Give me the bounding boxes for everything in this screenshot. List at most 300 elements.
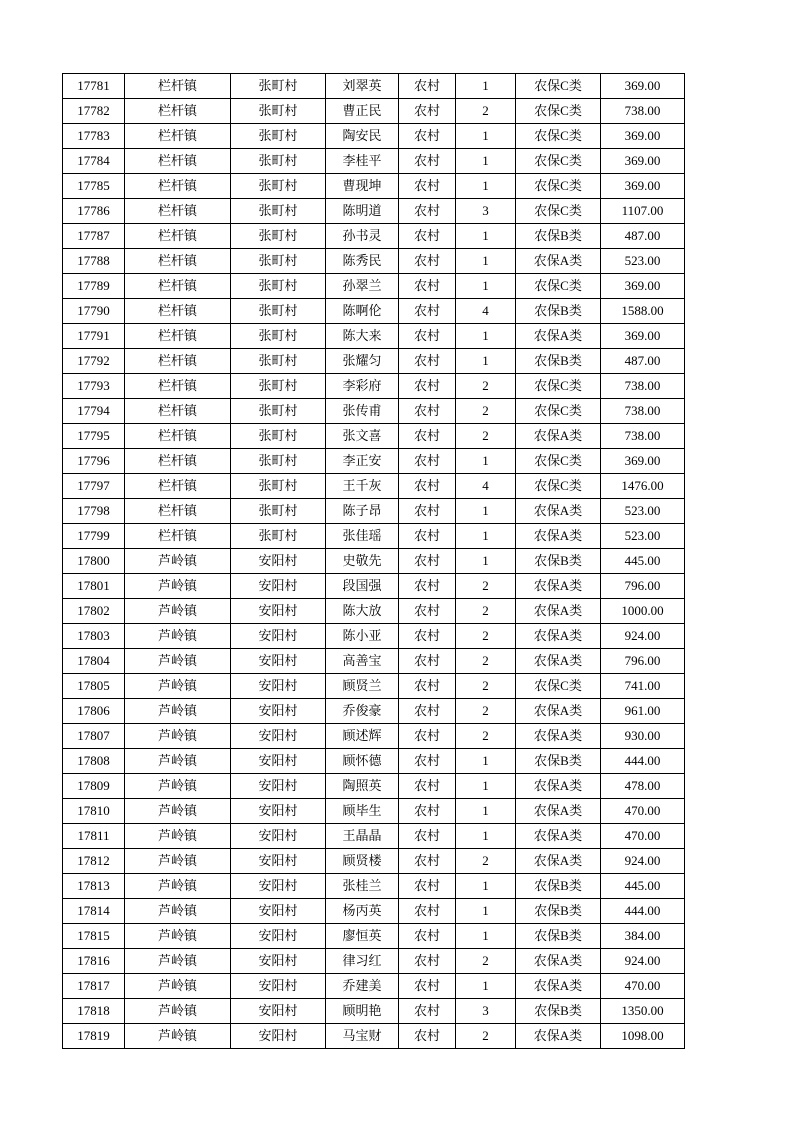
person-count: 1 [456,799,516,824]
person-count: 1 [456,974,516,999]
insurance-category: 农保A类 [516,774,601,799]
residence-type: 农村 [399,399,456,424]
person-name: 段国强 [326,574,399,599]
amount: 924.00 [601,849,685,874]
person-count: 1 [456,749,516,774]
amount: 796.00 [601,574,685,599]
amount: 1098.00 [601,1024,685,1049]
person-name: 陶安民 [326,124,399,149]
record-id: 17803 [63,624,125,649]
town-name: 栏杆镇 [125,474,231,499]
town-name: 栏杆镇 [125,149,231,174]
village-name: 张町村 [231,224,326,249]
amount: 1350.00 [601,999,685,1024]
insurance-category: 农保B类 [516,549,601,574]
village-name: 安阳村 [231,874,326,899]
record-id: 17785 [63,174,125,199]
residence-type: 农村 [399,674,456,699]
insurance-category: 农保A类 [516,574,601,599]
village-name: 张町村 [231,324,326,349]
town-name: 栏杆镇 [125,249,231,274]
town-name: 芦岭镇 [125,624,231,649]
person-name: 曹现坤 [326,174,399,199]
insurance-category: 农保C类 [516,374,601,399]
town-name: 栏杆镇 [125,349,231,374]
person-count: 2 [456,399,516,424]
record-id: 17810 [63,799,125,824]
insurance-category: 农保A类 [516,599,601,624]
insurance-category: 农保A类 [516,249,601,274]
amount: 961.00 [601,699,685,724]
person-count: 1 [456,924,516,949]
insurance-category: 农保A类 [516,699,601,724]
insurance-category: 农保A类 [516,424,601,449]
amount: 369.00 [601,74,685,99]
table-row [63,149,685,174]
residence-type: 农村 [399,649,456,674]
record-id: 17818 [63,999,125,1024]
person-count: 1 [456,74,516,99]
table-row [63,199,685,224]
amount: 478.00 [601,774,685,799]
record-id: 17811 [63,824,125,849]
insurance-category: 农保A类 [516,324,601,349]
residence-type: 农村 [399,524,456,549]
town-name: 栏杆镇 [125,199,231,224]
person-name: 李桂平 [326,149,399,174]
person-count: 1 [456,549,516,574]
town-name: 芦岭镇 [125,849,231,874]
town-name: 芦岭镇 [125,549,231,574]
residence-type: 农村 [399,699,456,724]
person-name: 乔俊豪 [326,699,399,724]
person-count: 1 [456,449,516,474]
person-name: 乔建美 [326,974,399,999]
record-id: 17786 [63,199,125,224]
amount: 738.00 [601,424,685,449]
town-name: 芦岭镇 [125,824,231,849]
amount: 741.00 [601,674,685,699]
insurance-category: 农保C类 [516,149,601,174]
person-name: 孙翠兰 [326,274,399,299]
town-name: 栏杆镇 [125,399,231,424]
village-name: 安阳村 [231,999,326,1024]
person-count: 2 [456,99,516,124]
insurance-category: 农保A类 [516,624,601,649]
town-name: 栏杆镇 [125,74,231,99]
person-name: 顾怀德 [326,749,399,774]
person-count: 4 [456,474,516,499]
village-name: 张町村 [231,424,326,449]
residence-type: 农村 [399,599,456,624]
table-row [63,724,685,749]
residence-type: 农村 [399,249,456,274]
residence-type: 农村 [399,874,456,899]
town-name: 芦岭镇 [125,599,231,624]
table-row [63,399,685,424]
residence-type: 农村 [399,274,456,299]
amount: 445.00 [601,549,685,574]
person-count: 1 [456,774,516,799]
table-row [63,824,685,849]
table-row [63,524,685,549]
table-row [63,624,685,649]
amount: 369.00 [601,174,685,199]
person-count: 1 [456,499,516,524]
insurance-category: 农保B类 [516,874,601,899]
person-name: 陈明道 [326,199,399,224]
person-name: 陈大放 [326,599,399,624]
person-count: 1 [456,899,516,924]
residence-type: 农村 [399,99,456,124]
village-name: 张町村 [231,524,326,549]
record-id: 17814 [63,899,125,924]
data-table [62,73,685,1049]
town-name: 栏杆镇 [125,99,231,124]
person-count: 1 [456,524,516,549]
person-name: 马宝财 [326,1024,399,1049]
table-row [63,124,685,149]
village-name: 张町村 [231,349,326,374]
table-row [63,349,685,374]
person-count: 1 [456,174,516,199]
amount: 738.00 [601,399,685,424]
amount: 1107.00 [601,199,685,224]
village-name: 安阳村 [231,1024,326,1049]
person-count: 1 [456,249,516,274]
insurance-category: 农保A类 [516,524,601,549]
person-name: 杨丙英 [326,899,399,924]
amount: 369.00 [601,324,685,349]
person-count: 1 [456,274,516,299]
amount: 487.00 [601,224,685,249]
residence-type: 农村 [399,1024,456,1049]
person-count: 2 [456,724,516,749]
village-name: 安阳村 [231,699,326,724]
person-count: 4 [456,299,516,324]
insurance-category: 农保B类 [516,224,601,249]
insurance-category: 农保B类 [516,749,601,774]
person-name: 孙书灵 [326,224,399,249]
village-name: 安阳村 [231,949,326,974]
table-row [63,899,685,924]
village-name: 张町村 [231,374,326,399]
residence-type: 农村 [399,424,456,449]
village-name: 安阳村 [231,774,326,799]
town-name: 栏杆镇 [125,374,231,399]
person-name: 李彩府 [326,374,399,399]
record-id: 17806 [63,699,125,724]
amount: 369.00 [601,124,685,149]
person-name: 陈子昂 [326,499,399,524]
insurance-category: 农保A类 [516,849,601,874]
record-id: 17809 [63,774,125,799]
town-name: 芦岭镇 [125,774,231,799]
town-name: 芦岭镇 [125,724,231,749]
residence-type: 农村 [399,499,456,524]
insurance-category: 农保C类 [516,124,601,149]
record-id: 17796 [63,449,125,474]
record-id: 17791 [63,324,125,349]
residence-type: 农村 [399,749,456,774]
residence-type: 农村 [399,949,456,974]
town-name: 栏杆镇 [125,124,231,149]
village-name: 张町村 [231,449,326,474]
insurance-category: 农保C类 [516,449,601,474]
insurance-category: 农保C类 [516,474,601,499]
village-name: 安阳村 [231,674,326,699]
person-count: 2 [456,699,516,724]
town-name: 栏杆镇 [125,174,231,199]
residence-type: 农村 [399,74,456,99]
person-name: 顾贤楼 [326,849,399,874]
town-name: 芦岭镇 [125,949,231,974]
person-count: 3 [456,199,516,224]
residence-type: 农村 [399,974,456,999]
table-row [63,949,685,974]
table-row [63,574,685,599]
village-name: 张町村 [231,124,326,149]
person-count: 1 [456,149,516,174]
table-row [63,999,685,1024]
insurance-category: 农保A类 [516,974,601,999]
table-row [63,874,685,899]
amount: 470.00 [601,799,685,824]
record-id: 17802 [63,599,125,624]
record-id: 17794 [63,399,125,424]
residence-type: 农村 [399,924,456,949]
town-name: 栏杆镇 [125,324,231,349]
amount: 738.00 [601,99,685,124]
town-name: 栏杆镇 [125,449,231,474]
person-count: 2 [456,424,516,449]
village-name: 安阳村 [231,849,326,874]
insurance-category: 农保A类 [516,724,601,749]
town-name: 芦岭镇 [125,649,231,674]
village-name: 安阳村 [231,899,326,924]
person-name: 王晶晶 [326,824,399,849]
table-row [63,774,685,799]
record-id: 17790 [63,299,125,324]
record-id: 17784 [63,149,125,174]
amount: 445.00 [601,874,685,899]
town-name: 芦岭镇 [125,749,231,774]
person-count: 2 [456,374,516,399]
table-row [63,449,685,474]
residence-type: 农村 [399,999,456,1024]
table-row [63,324,685,349]
amount: 369.00 [601,274,685,299]
person-name: 张桂兰 [326,874,399,899]
record-id: 17795 [63,424,125,449]
amount: 1000.00 [601,599,685,624]
table-row [63,599,685,624]
amount: 924.00 [601,949,685,974]
village-name: 安阳村 [231,749,326,774]
person-name: 王千灰 [326,474,399,499]
amount: 738.00 [601,374,685,399]
town-name: 芦岭镇 [125,1024,231,1049]
person-count: 1 [456,224,516,249]
residence-type: 农村 [399,774,456,799]
person-count: 1 [456,124,516,149]
residence-type: 农村 [399,474,456,499]
village-name: 安阳村 [231,924,326,949]
table-row [63,99,685,124]
village-name: 张町村 [231,99,326,124]
residence-type: 农村 [399,149,456,174]
amount: 523.00 [601,249,685,274]
insurance-category: 农保C类 [516,199,601,224]
record-id: 17805 [63,674,125,699]
village-name: 张町村 [231,74,326,99]
residence-type: 农村 [399,824,456,849]
insurance-category: 农保C类 [516,174,601,199]
village-name: 安阳村 [231,724,326,749]
amount: 384.00 [601,924,685,949]
residence-type: 农村 [399,549,456,574]
residence-type: 农村 [399,624,456,649]
record-id: 17782 [63,99,125,124]
person-name: 曹正民 [326,99,399,124]
village-name: 安阳村 [231,799,326,824]
table-row [63,924,685,949]
insurance-category: 农保B类 [516,349,601,374]
village-name: 张町村 [231,149,326,174]
insurance-category: 农保A类 [516,649,601,674]
residence-type: 农村 [399,574,456,599]
person-count: 2 [456,949,516,974]
town-name: 芦岭镇 [125,574,231,599]
amount: 444.00 [601,749,685,774]
village-name: 安阳村 [231,599,326,624]
record-id: 17793 [63,374,125,399]
amount: 796.00 [601,649,685,674]
person-count: 3 [456,999,516,1024]
person-count: 1 [456,874,516,899]
record-id: 17798 [63,499,125,524]
residence-type: 农村 [399,849,456,874]
record-id: 17800 [63,549,125,574]
table-row [63,174,685,199]
town-name: 栏杆镇 [125,224,231,249]
town-name: 芦岭镇 [125,899,231,924]
town-name: 芦岭镇 [125,874,231,899]
table-row [63,224,685,249]
person-count: 1 [456,824,516,849]
insurance-category: 农保A类 [516,824,601,849]
town-name: 芦岭镇 [125,924,231,949]
village-name: 张町村 [231,499,326,524]
record-id: 17817 [63,974,125,999]
village-name: 安阳村 [231,624,326,649]
record-id: 17801 [63,574,125,599]
table-row [63,274,685,299]
amount: 470.00 [601,974,685,999]
town-name: 芦岭镇 [125,999,231,1024]
village-name: 张町村 [231,399,326,424]
person-name: 张传甫 [326,399,399,424]
residence-type: 农村 [399,899,456,924]
insurance-category: 农保C类 [516,674,601,699]
record-id: 17787 [63,224,125,249]
person-name: 律习红 [326,949,399,974]
record-id: 17783 [63,124,125,149]
amount: 487.00 [601,349,685,374]
record-id: 17797 [63,474,125,499]
residence-type: 农村 [399,124,456,149]
table-row [63,849,685,874]
town-name: 栏杆镇 [125,424,231,449]
person-count: 2 [456,849,516,874]
residence-type: 农村 [399,174,456,199]
person-name: 顾贤兰 [326,674,399,699]
table-row [63,549,685,574]
person-name: 陈小亚 [326,624,399,649]
record-id: 17788 [63,249,125,274]
insurance-category: 农保A类 [516,799,601,824]
insurance-category: 农保C类 [516,99,601,124]
village-name: 张町村 [231,199,326,224]
village-name: 安阳村 [231,649,326,674]
amount: 1476.00 [601,474,685,499]
insurance-category: 农保B类 [516,299,601,324]
record-id: 17789 [63,274,125,299]
record-id: 17799 [63,524,125,549]
town-name: 芦岭镇 [125,799,231,824]
person-name: 高善宝 [326,649,399,674]
insurance-category: 农保B类 [516,899,601,924]
amount: 369.00 [601,449,685,474]
table-row [63,1024,685,1049]
record-id: 17815 [63,924,125,949]
table-row [63,699,685,724]
record-id: 17816 [63,949,125,974]
table-row [63,474,685,499]
person-name: 顾述辉 [326,724,399,749]
table-row [63,799,685,824]
residence-type: 农村 [399,324,456,349]
insurance-category: 农保C类 [516,274,601,299]
insurance-category: 农保C类 [516,74,601,99]
town-name: 芦岭镇 [125,699,231,724]
amount: 523.00 [601,499,685,524]
record-id: 17808 [63,749,125,774]
amount: 930.00 [601,724,685,749]
person-name: 李正安 [326,449,399,474]
residence-type: 农村 [399,374,456,399]
person-name: 廖恒英 [326,924,399,949]
insurance-category: 农保A类 [516,949,601,974]
residence-type: 农村 [399,199,456,224]
amount: 444.00 [601,899,685,924]
person-count: 1 [456,349,516,374]
residence-type: 农村 [399,724,456,749]
residence-type: 农村 [399,349,456,374]
residence-type: 农村 [399,449,456,474]
person-name: 张佳瑶 [326,524,399,549]
person-count: 2 [456,649,516,674]
record-id: 17781 [63,74,125,99]
insurance-category: 农保A类 [516,499,601,524]
town-name: 芦岭镇 [125,974,231,999]
village-name: 张町村 [231,474,326,499]
village-name: 安阳村 [231,974,326,999]
amount: 369.00 [601,149,685,174]
table-row [63,249,685,274]
insurance-category: 农保B类 [516,924,601,949]
village-name: 安阳村 [231,574,326,599]
